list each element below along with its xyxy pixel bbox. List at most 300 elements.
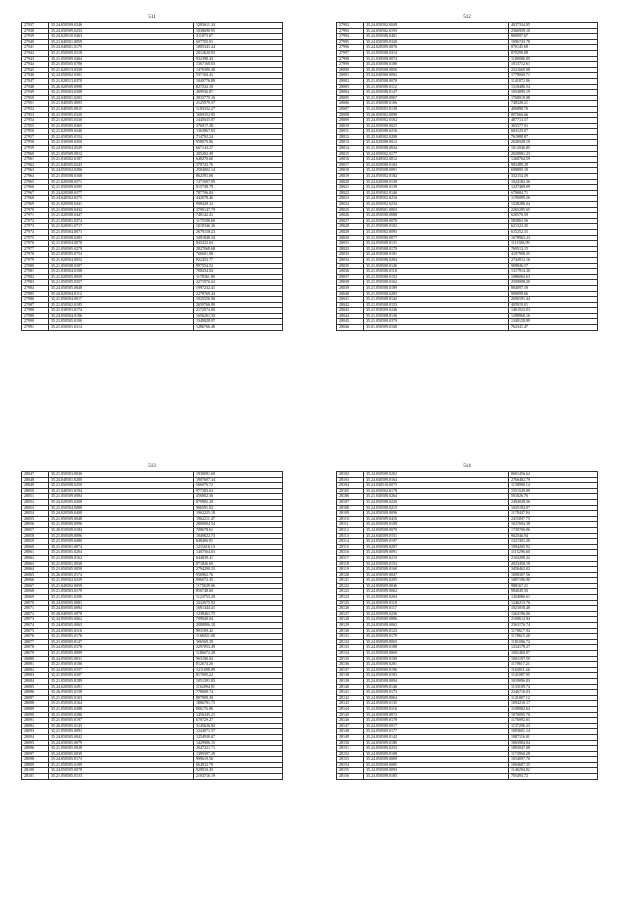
row-number-cell: 28108	[337, 505, 364, 511]
row-number-cell: 28078	[22, 645, 49, 651]
code-cell: 35.24.050505.0084	[49, 606, 194, 612]
code-cell: 35.24.050509.0135	[364, 701, 509, 707]
amount-cell: 1002460.07	[509, 651, 598, 657]
amount-cell: 1318486.54	[509, 84, 598, 90]
code-cell: 35.21.050504.0071	[49, 229, 194, 235]
code-cell: 35.24.050505.0173	[49, 757, 194, 763]
code-cell: 35.21.050509.0295	[49, 185, 194, 191]
code-cell: 35.24.050509.0233	[364, 746, 509, 752]
code-cell: 35.24.050505.0063	[49, 623, 194, 629]
code-cell: 35.21.050508.0152	[364, 274, 509, 280]
amount-cell: 409936.87	[194, 90, 283, 96]
row-number-cell: 28130	[337, 628, 364, 634]
row-number-cell: 27974	[22, 229, 49, 235]
amount-cell: 1109002.64	[509, 706, 598, 712]
row-number-cell: 28104	[337, 483, 364, 489]
row-number-cell: 28005	[337, 95, 364, 101]
code-cell: 35.21.040505.0243	[49, 162, 194, 168]
code-cell: 35.21.050509.0096	[49, 533, 194, 539]
amount-cell: 205202.49	[194, 151, 283, 157]
row-number-cell: 28006	[337, 101, 364, 107]
code-cell: 35.21.020513.0370	[49, 78, 194, 84]
code-cell: 35.24.050509.0062	[364, 623, 509, 629]
amount-cell: 1190089.26	[509, 196, 598, 202]
code-cell: 35.24.020505.0208	[49, 499, 194, 505]
amount-cell: 1141872.06	[509, 78, 598, 84]
amount-cell: 2696591.44	[509, 297, 598, 303]
row-number-cell: 27952	[22, 106, 49, 112]
code-cell: 35.21.050509.0480	[49, 539, 194, 545]
amount-cell: 1612046.85	[509, 146, 598, 152]
row-number-cell: 28107	[337, 499, 364, 505]
row-number-cell: 28056	[22, 522, 49, 528]
code-cell: 35.26.050505.0143	[49, 723, 194, 729]
code-cell: 35.24.050509.0094	[364, 678, 509, 684]
amount-cell: 1174960.28	[509, 751, 598, 757]
code-cell: 35.24.050505.0039	[49, 751, 194, 757]
code-cell: 35.21.050508.0307	[49, 263, 194, 269]
code-cell: 35.21.050508.0250	[49, 483, 194, 489]
amount-cell: 893109.42	[194, 628, 283, 634]
row-number-cell: 28002	[337, 78, 364, 84]
row-number-cell: 28067	[22, 583, 49, 589]
data-table	[21, 22, 283, 331]
row-number-cell: 27992	[337, 23, 364, 29]
amount-cell: 566076.72	[194, 483, 283, 489]
amount-cell: 708434.04	[194, 269, 283, 275]
amount-cell: 1461923.03	[509, 308, 598, 314]
amount-cell: 583863.56	[509, 218, 598, 224]
amount-cell: 1768019.08	[509, 95, 598, 101]
amount-cell: 1019096.83	[509, 678, 598, 684]
amount-cell: 817695.22	[194, 673, 283, 679]
row-number-cell: 28142	[337, 695, 364, 701]
row-number-cell: 28128	[337, 617, 364, 623]
row-number-cell: 28068	[22, 589, 49, 595]
amount-cell: 1138900.14	[509, 483, 598, 489]
code-cell: 35.24.050509.0179	[364, 634, 509, 640]
amount-cell: 1234178.27	[509, 645, 598, 651]
row-number-cell: 28066	[22, 578, 49, 584]
row-number-cell: 28100	[22, 768, 49, 774]
row-number-cell: 27978	[22, 252, 49, 258]
row-number-cell: 28069	[22, 595, 49, 601]
amount-cell: 1013712.61	[509, 62, 598, 68]
code-cell: 35.21.050509.0318	[49, 50, 194, 56]
row-number-cell: 28110	[337, 516, 364, 522]
row-number-cell: 28137	[337, 667, 364, 673]
row-number-cell: 27986	[22, 297, 49, 303]
code-cell: 35.21.050509.0246	[364, 308, 509, 314]
amount-cell: 807666.66	[509, 112, 598, 118]
code-cell: 35.24.050509.0180	[364, 740, 509, 746]
amount-cell: 1146294.02	[509, 768, 598, 774]
code-cell: 35.26.050502.0098	[364, 112, 509, 118]
amount-cell: 778689.74	[194, 690, 283, 696]
row-number-cell: 28118	[337, 561, 364, 567]
row-number-cell: 28061	[22, 550, 49, 556]
row-number-cell: 28020	[337, 179, 364, 185]
amount-cell: 4107908.25	[509, 252, 598, 258]
row-number-cell: 28065	[22, 572, 49, 578]
table-row	[22, 774, 283, 780]
code-cell: 35.24.050509.0177	[364, 729, 509, 735]
code-cell: 35.24.050503.0138	[364, 106, 509, 112]
row-number-cell: 27965	[22, 179, 49, 185]
row-number-cell: 27953	[22, 112, 49, 118]
amount-cell: 1656201.35	[194, 313, 283, 319]
amount-cell: 2172074.00	[194, 308, 283, 314]
amount-cell: 2080006.18	[194, 623, 283, 629]
amount-cell: 827232.10	[194, 84, 283, 90]
amount-cell: 684125.07	[509, 129, 598, 135]
row-number-cell: 28014	[337, 146, 364, 152]
row-number-cell: 27979	[22, 257, 49, 263]
code-cell: 35.24.050504.0196	[49, 313, 194, 319]
code-cell: 35.21.050505.0189	[49, 762, 194, 768]
code-cell: 35.24.050508.0091	[364, 168, 509, 174]
code-cell: 35.24.050509.0109	[364, 656, 509, 662]
code-cell: 35.24.020508.0377	[49, 190, 194, 196]
row-number-cell: 28093	[22, 729, 49, 735]
row-number-cell: 27982	[22, 274, 49, 280]
row-number-cell: 27946	[22, 73, 49, 79]
amount-cell: 678729.27	[194, 718, 283, 724]
row-number-cell: 28155	[337, 768, 364, 774]
code-cell: 35.24.040509.0091	[364, 550, 509, 556]
code-cell: 35.24.050505.0157	[49, 667, 194, 673]
code-cell: 35.21.030504.0108	[49, 269, 194, 275]
amount-cell: 988167.21	[509, 583, 598, 589]
code-cell: 35.24.050509.0202	[364, 472, 509, 478]
amount-cell: 1094210.17	[509, 701, 598, 707]
code-cell: 35.21.030508.0067	[364, 95, 509, 101]
amount-cell: 1049776.89	[194, 78, 283, 84]
amount-cell: 1283611.34	[194, 23, 283, 29]
amount-cell: 1162094.91	[194, 684, 283, 690]
amount-cell: 908099.66	[509, 291, 598, 297]
amount-cell: 1551549.09	[509, 488, 598, 494]
row-number-cell: 28000	[337, 67, 364, 73]
code-cell: 35.24.040502.0275	[49, 196, 194, 202]
row-number-cell: 27977	[22, 246, 49, 252]
code-cell: 35.21.050505.0197	[49, 718, 194, 724]
amount-cell: 620576.50	[509, 213, 598, 219]
row-number-cell: 27971	[22, 213, 49, 219]
row-number-cell: 28088	[22, 701, 49, 707]
row-number-cell: 28124	[337, 595, 364, 601]
code-cell: 35.24.040501.0203	[49, 95, 194, 101]
code-cell: 35.24.050509.0085	[364, 762, 509, 768]
amount-cell: 1086084.63	[509, 274, 598, 280]
amount-cell: 2026928.19	[509, 140, 598, 146]
code-cell: 35.21.050501.0374	[49, 218, 194, 224]
amount-cell: 1997232.41	[194, 285, 283, 291]
amount-cell: 698895.10	[509, 168, 598, 174]
code-cell: 35.24.050502.0192	[364, 118, 509, 124]
code-cell: 35.24.050509.0123	[364, 628, 509, 634]
row-number-cell: 28045	[337, 319, 364, 325]
amount-cell: 2012620.83	[194, 50, 283, 56]
amount-cell: 845432.63	[194, 241, 283, 247]
row-number-cell: 28082	[22, 667, 49, 673]
row-number-cell: 28102	[337, 472, 364, 478]
code-cell: 35.21.020508.0441	[49, 202, 194, 208]
row-number-cell: 28010	[337, 123, 364, 129]
panel-page-number: 511	[148, 15, 156, 20]
code-cell: 35.21.050509.0012	[49, 151, 194, 157]
code-cell: 35.24.050502.0216	[364, 196, 509, 202]
table-panel-512	[336, 14, 598, 331]
row-number-cell: 28123	[337, 589, 364, 595]
row-number-cell: 28117	[337, 555, 364, 561]
row-number-cell: 28095	[22, 740, 49, 746]
code-cell: 35.24.050509.0207	[364, 544, 509, 550]
amount-cell: 1063904.04	[509, 740, 598, 746]
amount-cell: 929810.45	[194, 768, 283, 774]
amount-cell: 2790147.79	[194, 207, 283, 213]
amount-cell: 2047221.71	[194, 746, 283, 752]
row-number-cell: 28154	[337, 762, 364, 768]
code-cell: 35.21.050509.0404	[49, 56, 194, 62]
amount-cell: 812674.26	[194, 662, 283, 668]
row-number-cell: 28074	[22, 623, 49, 629]
amount-cell: 1175590.68	[194, 218, 283, 224]
code-cell: 35.24.050508.0070	[364, 527, 509, 533]
row-number-cell: 27991	[22, 325, 49, 331]
row-number-cell: 28084	[22, 678, 49, 684]
row-number-cell: 28031	[337, 241, 364, 247]
code-cell: 35.21.050505.0028	[49, 746, 194, 752]
row-number-cell: 27964	[22, 174, 49, 180]
code-cell: 35.24.050508.0314	[364, 50, 509, 56]
amount-cell: 2125979.57	[194, 101, 283, 107]
row-number-cell: 27994	[337, 34, 364, 40]
code-cell: 35.24.050509.0116	[364, 706, 509, 712]
amount-cell: 856748.60	[194, 589, 283, 595]
amount-cell: 1003197.50	[509, 656, 598, 662]
code-cell: 35.21.050505.0176	[49, 634, 194, 640]
code-cell: 35.24.050509.0108	[364, 751, 509, 757]
row-number-cell: 28008	[337, 112, 364, 118]
row-number-cell: 28132	[337, 639, 364, 645]
row-number-cell: 28036	[337, 269, 364, 275]
row-number-cell: 27966	[22, 185, 49, 191]
amount-cell: 1175639.06	[194, 583, 283, 589]
amount-cell: 2794290.33	[194, 567, 283, 573]
row-number-cell: 28038	[337, 280, 364, 286]
code-cell: 35.21.050505.0133	[49, 774, 194, 780]
amount-cell: 621322.45	[509, 224, 598, 230]
amount-cell: 902546.94	[509, 533, 598, 539]
amount-cell: 2271976.62	[194, 280, 283, 286]
code-cell: 35.21.030508.0283	[49, 235, 194, 241]
code-cell: 35.24.050502.0193	[364, 28, 509, 34]
row-number-cell: 28111	[337, 522, 364, 528]
amount-cell: 1018346.26	[194, 224, 283, 230]
amount-cell: 1096743.78	[509, 39, 598, 45]
amount-cell: 2509098.20	[509, 280, 598, 286]
code-cell: 35.21.050508.0118	[364, 269, 509, 275]
amount-cell: 2766482.79	[509, 477, 598, 483]
code-cell: 35.21.040501.0059	[49, 39, 194, 45]
row-number-cell: 28070	[22, 600, 49, 606]
code-cell: 35.24.040509.0164	[364, 477, 509, 483]
code-cell: 35.24.020505.0291	[49, 684, 194, 690]
amount-cell: 2332675.92	[194, 600, 283, 606]
code-cell: 35.21.040505.0095	[49, 101, 194, 107]
code-cell: 35.24.050502.0234	[364, 202, 509, 208]
code-cell: 35.21.050508.0205	[364, 291, 509, 297]
amount-cell: 1181006.74	[509, 639, 598, 645]
code-cell: 35.24.040508.0082	[364, 73, 509, 79]
code-cell: 35.24.050509.0160	[364, 567, 509, 573]
amount-cell: 1363867.65	[194, 129, 283, 135]
amount-cell: 2827068.68	[194, 246, 283, 252]
row-number-cell: 27959	[22, 146, 49, 152]
row-number-cell: 28046	[337, 325, 364, 331]
table-row	[337, 774, 598, 780]
code-cell: 35.24.050509.0416	[364, 516, 509, 522]
panel-page-number: 512	[463, 15, 471, 20]
row-number-cell: 28030	[337, 235, 364, 241]
row-number-cell: 28048	[22, 477, 49, 483]
amount-cell: 1111384.09	[509, 241, 598, 247]
row-number-cell: 28112	[337, 527, 364, 533]
code-cell: 35.21.050505.0103	[49, 695, 194, 701]
row-number-cell: 27939	[22, 34, 49, 40]
code-cell: 35.21.050509.0162	[49, 555, 194, 561]
code-cell: 35.21.050509.0084	[49, 494, 194, 500]
amount-cell: 708678.61	[194, 527, 283, 533]
row-number-cell: 28094	[22, 734, 49, 740]
code-cell: 35.24.040502.0012	[364, 157, 509, 163]
code-cell: 35.24.020510.0463	[49, 34, 194, 40]
amount-cell: 1371697.09	[194, 179, 283, 185]
code-cell: 35.24.050509.0142	[364, 734, 509, 740]
row-number-cell: 28116	[337, 550, 364, 556]
amount-cell: 2744912.16	[509, 257, 598, 263]
code-cell: 35.21.050501.0314	[49, 325, 194, 331]
amount-cell: 2415097.75	[509, 516, 598, 522]
code-cell: 35.21.020504.0052	[49, 257, 194, 263]
amount-cell: 787706.84	[194, 190, 283, 196]
amount-cell: 664932.79	[194, 762, 283, 768]
code-cell: 35.21.020508.0447	[49, 213, 194, 219]
code-cell: 35.21.050509.0077	[364, 235, 509, 241]
code-cell: 35.21.050508.0168	[49, 174, 194, 180]
row-number-cell: 27937	[22, 23, 49, 29]
amount-cell: 442078.46	[194, 196, 283, 202]
amount-cell: 1176092.03	[509, 718, 598, 724]
row-number-cell: 28047	[22, 472, 49, 478]
row-number-cell: 28127	[337, 611, 364, 617]
row-number-cell: 27944	[22, 62, 49, 68]
code-cell: 35.21.040505.0015	[49, 106, 194, 112]
amount-cell: 806176.86	[194, 706, 283, 712]
row-number-cell: 27943	[22, 56, 49, 62]
amount-cell: 1178361.80	[194, 274, 283, 280]
amount-cell: 999619.56	[194, 757, 283, 763]
amount-cell: 956962.76	[194, 572, 283, 578]
amount-cell: 761988.87	[509, 134, 598, 140]
code-cell: 35.24.050509.0086	[364, 617, 509, 623]
amount-cell: 997554.52	[194, 263, 283, 269]
row-number-cell: 27969	[22, 202, 49, 208]
code-cell: 35.21.020509.0246	[49, 129, 194, 135]
row-number-cell: 28096	[22, 746, 49, 752]
code-cell: 35.21.050509.0379	[364, 319, 509, 325]
code-cell: 35.21.050505.0207	[49, 673, 194, 679]
amount-cell: 311073.67	[194, 34, 283, 40]
row-number-cell: 28149	[337, 734, 364, 740]
row-number-cell: 28040	[337, 291, 364, 297]
code-cell: 35.24.050509.0118	[364, 600, 509, 606]
amount-cell: 2833775.16	[194, 95, 283, 101]
code-cell: 35.21.050505.0288	[49, 706, 194, 712]
code-cell: 35.24.050504.0549	[49, 146, 194, 152]
code-cell: 35.24.040510.0075	[364, 483, 509, 489]
code-cell: 35.21.020505.0330	[49, 118, 194, 124]
amount-cell: 862391.06	[194, 174, 283, 180]
row-number-cell: 28097	[22, 751, 49, 757]
code-cell: 35.24.050505.0078	[49, 768, 194, 774]
code-cell: 35.24.050509.0178	[364, 718, 509, 724]
row-number-cell: 27997	[337, 50, 364, 56]
amount-cell: 983489.29	[509, 162, 598, 168]
code-cell: 35.21.050505.0286	[49, 712, 194, 718]
table-panel-514	[336, 463, 598, 780]
row-number-cell: 27970	[22, 207, 49, 213]
code-cell: 35.24.050509.0146	[364, 684, 509, 690]
row-number-cell: 28143	[337, 701, 364, 707]
row-number-cell: 28054	[22, 511, 49, 517]
row-number-cell: 28057	[22, 527, 49, 533]
amount-cell: 1244071.57	[194, 729, 283, 735]
row-number-cell: 28017	[337, 162, 364, 168]
amount-cell: 1288966.16	[509, 313, 598, 319]
amount-cell: 2023450.19	[509, 561, 598, 567]
row-number-cell: 28071	[22, 606, 49, 612]
row-number-cell: 28120	[337, 572, 364, 578]
row-number-cell: 28052	[22, 499, 49, 505]
code-cell: 35.21.050505.0058	[49, 567, 194, 573]
code-cell: 35.24.050509.0205	[364, 578, 509, 584]
row-number-cell: 28106	[337, 494, 364, 500]
code-cell: 35.24.040501.0175	[49, 45, 194, 51]
row-number-cell: 28023	[337, 196, 364, 202]
code-cell: 35.21.040501.0194	[49, 488, 194, 494]
table-row	[22, 325, 283, 331]
amount-cell: 748142.41	[194, 213, 283, 219]
code-cell: 35.24.050509.0062	[364, 589, 509, 595]
code-cell: 35.21.050504.0088	[49, 505, 194, 511]
row-number-cell: 28029	[337, 229, 364, 235]
row-number-cell: 28144	[337, 706, 364, 712]
code-cell: 35.21.050504.0017	[49, 297, 194, 303]
amount-cell: 1049022.73	[194, 533, 283, 539]
code-cell: 35.24.050508.0139	[364, 185, 509, 191]
code-cell: 35.21.050501.0003	[364, 207, 509, 213]
row-number-cell: 27950	[22, 95, 49, 101]
code-cell: 35.24.020509.0400	[49, 511, 194, 517]
code-cell: 35.21.050508.0153	[364, 302, 509, 308]
code-cell: 35.21.040502.0059	[49, 583, 194, 589]
row-number-cell: 28146	[337, 718, 364, 724]
code-cell: 35.21.050508.0136	[364, 313, 509, 319]
code-cell: 35.21.050509.0048	[49, 516, 194, 522]
row-number-cell: 28105	[337, 488, 364, 494]
